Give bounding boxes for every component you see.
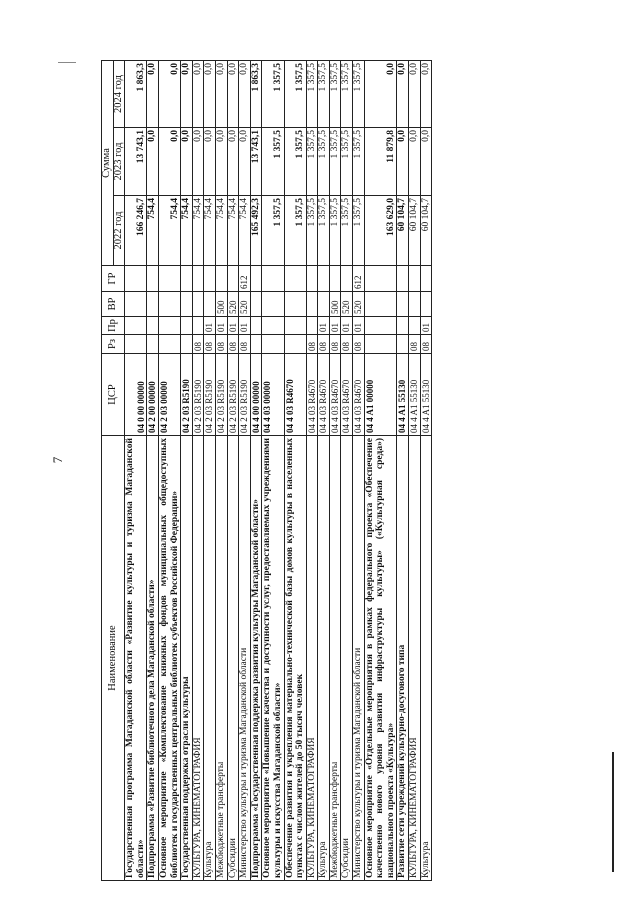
cell-y2023: 0,0 <box>204 128 216 196</box>
cell-rz <box>397 335 409 354</box>
cell-rz: 08 <box>239 335 251 354</box>
cell-vr: 500 <box>329 292 341 317</box>
cell-gr <box>250 266 262 292</box>
cell-csr: 04 2 03 R5190 <box>239 354 251 436</box>
cell-y2023: 0,0 <box>192 128 204 196</box>
cell-pr: 01 <box>353 317 365 335</box>
page-number: 7 <box>50 456 65 464</box>
cell-y2022: 754,4 <box>239 196 251 266</box>
cell-pr <box>284 317 306 335</box>
cell-csr: 04 4 03 R4670 <box>353 354 365 436</box>
table-row <box>306 61 318 881</box>
cell-y2024: 1 863,3 <box>125 61 147 128</box>
cell-name: КУЛЬТУРА, КИНЕМАТОГРАФИЯ <box>409 436 421 881</box>
cell-csr: 04 2 03 00000 <box>158 354 180 436</box>
table-row <box>284 61 306 881</box>
table-row <box>204 61 216 881</box>
cell-csr: 04 4 03 R4670 <box>341 354 353 436</box>
cell-y2024: 1 357,5 <box>353 61 365 128</box>
cell-pr: 01 <box>204 317 216 335</box>
cell-csr: 04 4 A1 55130 <box>420 354 432 436</box>
cell-csr: 04 4 A1 55130 <box>397 354 409 436</box>
cell-gr <box>364 266 397 292</box>
cell-y2023: 1 357,5 <box>262 128 284 196</box>
cell-vr: 520 <box>239 292 251 317</box>
cell-name: Основное мероприятие «Отдельные мероприятия в рамках федерального проекта «Обеспечение качественно нового уровня развития инфраструктуры культуры» («Культурная среда») национального проекта «Культура» <box>364 436 397 881</box>
cell-name: Культура <box>204 436 216 881</box>
cell-name: КУЛЬТУРА, КИНЕМАТОГРАФИЯ <box>306 436 318 881</box>
cell-y2023: 0,0 <box>181 128 193 196</box>
cell-rz: 08 <box>353 335 365 354</box>
cell-vr: 500 <box>215 292 227 317</box>
cell-y2023: 1 357,5 <box>353 128 365 196</box>
cell-gr <box>409 266 421 292</box>
cell-pr <box>306 317 318 335</box>
col-header-csr: ЦСР <box>102 354 125 436</box>
cell-y2022: 60 104,7 <box>397 196 409 266</box>
cell-rz <box>364 335 397 354</box>
cell-vr <box>204 292 216 317</box>
cell-y2024: 0,0 <box>158 61 180 128</box>
cell-y2023: 0,0 <box>409 128 421 196</box>
cell-name: Развитие сети учреждений культурно-досугового типа <box>397 436 409 881</box>
cell-gr <box>420 266 432 292</box>
cell-csr: 04 4 03 R4670 <box>318 354 330 436</box>
cell-csr: 04 4 A1 55130 <box>409 354 421 436</box>
cell-name: Подпрограмма «Развитие библиотечного дела Магаданской области» <box>147 436 159 881</box>
cell-pr <box>397 317 409 335</box>
cell-y2022: 1 357,5 <box>318 196 330 266</box>
cell-y2024: 0,0 <box>397 61 409 128</box>
table-header <box>102 61 125 881</box>
cell-gr <box>158 266 180 292</box>
cell-y2024: 0,0 <box>147 61 159 128</box>
cell-y2024: 1 357,5 <box>318 61 330 128</box>
cell-y2024: 0,0 <box>215 61 227 128</box>
cell-y2023: 1 357,5 <box>318 128 330 196</box>
cell-y2022: 163 629,0 <box>364 196 397 266</box>
cell-y2024: 1 863,3 <box>250 61 262 128</box>
cell-y2022: 166 246,7 <box>125 196 147 266</box>
cell-gr <box>397 266 409 292</box>
cell-pr: 01 <box>227 317 239 335</box>
cell-rz <box>125 335 147 354</box>
cell-vr: 520 <box>227 292 239 317</box>
cell-rz: 08 <box>306 335 318 354</box>
cell-gr <box>341 266 353 292</box>
cell-pr <box>262 317 284 335</box>
cell-y2023: 0,0 <box>227 128 239 196</box>
table-row <box>125 61 147 881</box>
cell-gr <box>204 266 216 292</box>
cell-y2022: 754,4 <box>227 196 239 266</box>
cell-rz: 08 <box>318 335 330 354</box>
col-header-gr: ГР <box>102 266 125 292</box>
table-row <box>318 61 330 881</box>
cell-name: Основное мероприятие «Комплектование книжных фондов муниципальных общедоступных библиотек и государственных центральных библиотек субъектов Российской Федерации» <box>158 436 180 881</box>
cell-name: Подпрограмма «Государственная поддержка развития культуры Магаданской области» <box>250 436 262 881</box>
cell-gr <box>284 266 306 292</box>
table-row <box>147 61 159 881</box>
col-header-vr: ВР <box>102 292 125 317</box>
cell-rz: 08 <box>227 335 239 354</box>
cell-y2022: 754,4 <box>215 196 227 266</box>
cell-name: Обеспечение развития и укрепления материально-технической базы домов культуры в населенных пунктах с числом жителей до 50 тысяч человек <box>284 436 306 881</box>
table-row <box>192 61 204 881</box>
cell-y2024: 0,0 <box>204 61 216 128</box>
cell-rz <box>158 335 180 354</box>
col-header-sum: Сумма <box>102 61 114 266</box>
cell-pr <box>192 317 204 335</box>
cell-pr: 01 <box>215 317 227 335</box>
col-header-2023: 2023 год <box>113 128 125 196</box>
cell-gr <box>306 266 318 292</box>
cell-gr <box>181 266 193 292</box>
cell-gr <box>318 266 330 292</box>
cell-rz: 08 <box>420 335 432 354</box>
cell-vr <box>364 292 397 317</box>
cell-y2023: 13 743,1 <box>125 128 147 196</box>
cell-y2022: 1 357,5 <box>284 196 306 266</box>
cell-name: Культура <box>420 436 432 881</box>
col-header-rz: Рз <box>102 335 125 354</box>
cell-gr <box>262 266 284 292</box>
cell-csr: 04 2 03 R5190 <box>227 354 239 436</box>
cell-y2024: 1 357,5 <box>341 61 353 128</box>
cell-csr: 04 4 03 R4670 <box>306 354 318 436</box>
cell-y2024: 0,0 <box>364 61 397 128</box>
cell-y2022: 1 357,5 <box>329 196 341 266</box>
cell-vr <box>284 292 306 317</box>
cell-y2023: 0,0 <box>239 128 251 196</box>
table-row <box>397 61 409 881</box>
cell-y2024: 0,0 <box>227 61 239 128</box>
cell-gr <box>147 266 159 292</box>
cell-csr: 04 2 03 R5190 <box>192 354 204 436</box>
cell-vr <box>125 292 147 317</box>
table-row <box>181 61 193 881</box>
cell-vr <box>181 292 193 317</box>
cell-pr <box>147 317 159 335</box>
cell-csr: 04 4 03 R4670 <box>329 354 341 436</box>
cell-y2022: 1 357,5 <box>262 196 284 266</box>
cell-y2023: 0,0 <box>420 128 432 196</box>
cell-pr: 01 <box>420 317 432 335</box>
table-row <box>227 61 239 881</box>
cell-y2023: 0,0 <box>147 128 159 196</box>
cell-y2023: 11 879,8 <box>364 128 397 196</box>
cell-y2022: 1 357,5 <box>341 196 353 266</box>
cell-y2024: 0,0 <box>192 61 204 128</box>
cell-vr <box>397 292 409 317</box>
table-row <box>158 61 180 881</box>
cell-y2024: 1 357,5 <box>262 61 284 128</box>
cell-rz <box>262 335 284 354</box>
table-row <box>239 61 251 881</box>
cell-name: Министерство культуры и туризма Магаданской области <box>353 436 365 881</box>
cell-vr <box>158 292 180 317</box>
budget-table <box>101 60 432 881</box>
cell-rz <box>181 335 193 354</box>
cell-vr <box>420 292 432 317</box>
cell-rz: 08 <box>329 335 341 354</box>
cell-csr: 04 2 03 R5190 <box>181 354 193 436</box>
cell-vr <box>318 292 330 317</box>
cell-y2022: 754,4 <box>204 196 216 266</box>
cell-y2023: 0,0 <box>397 128 409 196</box>
cell-csr: 04 4 03 R4670 <box>284 354 306 436</box>
cell-vr <box>250 292 262 317</box>
cell-rz: 08 <box>341 335 353 354</box>
cell-y2023: 1 357,5 <box>284 128 306 196</box>
cell-rz <box>147 335 159 354</box>
cell-y2023: 1 357,5 <box>329 128 341 196</box>
cell-rz: 08 <box>192 335 204 354</box>
cell-y2022: 1 357,5 <box>306 196 318 266</box>
cell-y2022: 754,4 <box>147 196 159 266</box>
cell-gr <box>215 266 227 292</box>
cell-csr: 04 0 00 00000 <box>125 354 147 436</box>
cell-vr <box>306 292 318 317</box>
cell-y2022: 60 104,7 <box>409 196 421 266</box>
cell-name: Субсидии <box>341 436 353 881</box>
cell-gr <box>227 266 239 292</box>
cell-csr: 04 4 00 00000 <box>250 354 262 436</box>
cell-rz: 08 <box>204 335 216 354</box>
cell-name: Основное мероприятие «Повышение качества и доступности услуг, предоставляемых учреждениями культуры и искусства Магаданской области» <box>262 436 284 881</box>
cell-vr <box>147 292 159 317</box>
cell-gr: 612 <box>353 266 365 292</box>
cell-y2024: 1 357,5 <box>329 61 341 128</box>
cell-pr: 01 <box>341 317 353 335</box>
cell-gr <box>329 266 341 292</box>
col-header-2024: 2024 год <box>113 61 125 128</box>
table-row <box>250 61 262 881</box>
cell-name: Межбюджетные трансферты <box>329 436 341 881</box>
cell-y2024: 0,0 <box>181 61 193 128</box>
cell-pr: 01 <box>239 317 251 335</box>
cell-y2022: 1 357,5 <box>353 196 365 266</box>
table-row <box>215 61 227 881</box>
cell-pr <box>364 317 397 335</box>
cell-y2022: 60 104,7 <box>420 196 432 266</box>
rotated-table-wrapper <box>101 61 609 881</box>
cell-y2023: 1 357,5 <box>341 128 353 196</box>
cell-vr <box>262 292 284 317</box>
cell-name: Государственная поддержка отрасли культуры <box>181 436 193 881</box>
cell-y2022: 754,4 <box>181 196 193 266</box>
cell-rz: 08 <box>215 335 227 354</box>
cell-y2024: 1 357,5 <box>284 61 306 128</box>
cell-vr <box>192 292 204 317</box>
cell-name: Государственная программа Магаданской области «Развитие культуры и туризма Магаданской области» <box>125 436 147 881</box>
cell-csr: 04 4 A1 00000 <box>364 354 397 436</box>
cell-gr <box>125 266 147 292</box>
cell-csr: 04 2 03 R5190 <box>215 354 227 436</box>
cell-name: КУЛЬТУРА, КИНЕМАТОГРАФИЯ <box>192 436 204 881</box>
cell-y2022: 165 492,3 <box>250 196 262 266</box>
cell-gr: 612 <box>239 266 251 292</box>
cell-y2023: 13 743,1 <box>250 128 262 196</box>
table-row <box>420 61 432 881</box>
table-body <box>125 61 432 881</box>
col-header-pr: Пр <box>102 317 125 335</box>
cell-csr: 04 2 03 R5190 <box>204 354 216 436</box>
cell-y2022: 754,4 <box>192 196 204 266</box>
table-row <box>329 61 341 881</box>
cell-name: Межбюджетные трансферты <box>215 436 227 881</box>
cell-y2024: 1 357,5 <box>306 61 318 128</box>
page-mark <box>58 62 76 63</box>
col-header-2022: 2022 год <box>113 196 125 266</box>
cell-csr: 04 4 03 00000 <box>262 354 284 436</box>
cell-pr <box>158 317 180 335</box>
table-row <box>364 61 397 881</box>
margin-bar <box>612 752 614 872</box>
cell-name: Культура <box>318 436 330 881</box>
cell-name: Министерство культуры и туризма Магаданской области <box>239 436 251 881</box>
cell-vr: 520 <box>341 292 353 317</box>
cell-y2024: 0,0 <box>420 61 432 128</box>
cell-vr <box>409 292 421 317</box>
cell-pr <box>409 317 421 335</box>
cell-gr <box>192 266 204 292</box>
cell-rz: 08 <box>409 335 421 354</box>
cell-name: Субсидии <box>227 436 239 881</box>
cell-y2022: 754,4 <box>158 196 180 266</box>
cell-y2023: 0,0 <box>158 128 180 196</box>
cell-pr: 01 <box>329 317 341 335</box>
cell-y2024: 0,0 <box>239 61 251 128</box>
cell-y2023: 0,0 <box>215 128 227 196</box>
cell-rz <box>284 335 306 354</box>
cell-pr <box>125 317 147 335</box>
table-row <box>341 61 353 881</box>
table-row <box>262 61 284 881</box>
cell-pr: 01 <box>318 317 330 335</box>
cell-csr: 04 2 00 00000 <box>147 354 159 436</box>
cell-y2023: 1 357,5 <box>306 128 318 196</box>
cell-pr <box>181 317 193 335</box>
table-row <box>409 61 421 881</box>
cell-rz <box>250 335 262 354</box>
cell-vr: 520 <box>353 292 365 317</box>
table-row <box>353 61 365 881</box>
col-header-name: Наименование <box>102 436 125 881</box>
cell-pr <box>250 317 262 335</box>
cell-y2024: 0,0 <box>409 61 421 128</box>
